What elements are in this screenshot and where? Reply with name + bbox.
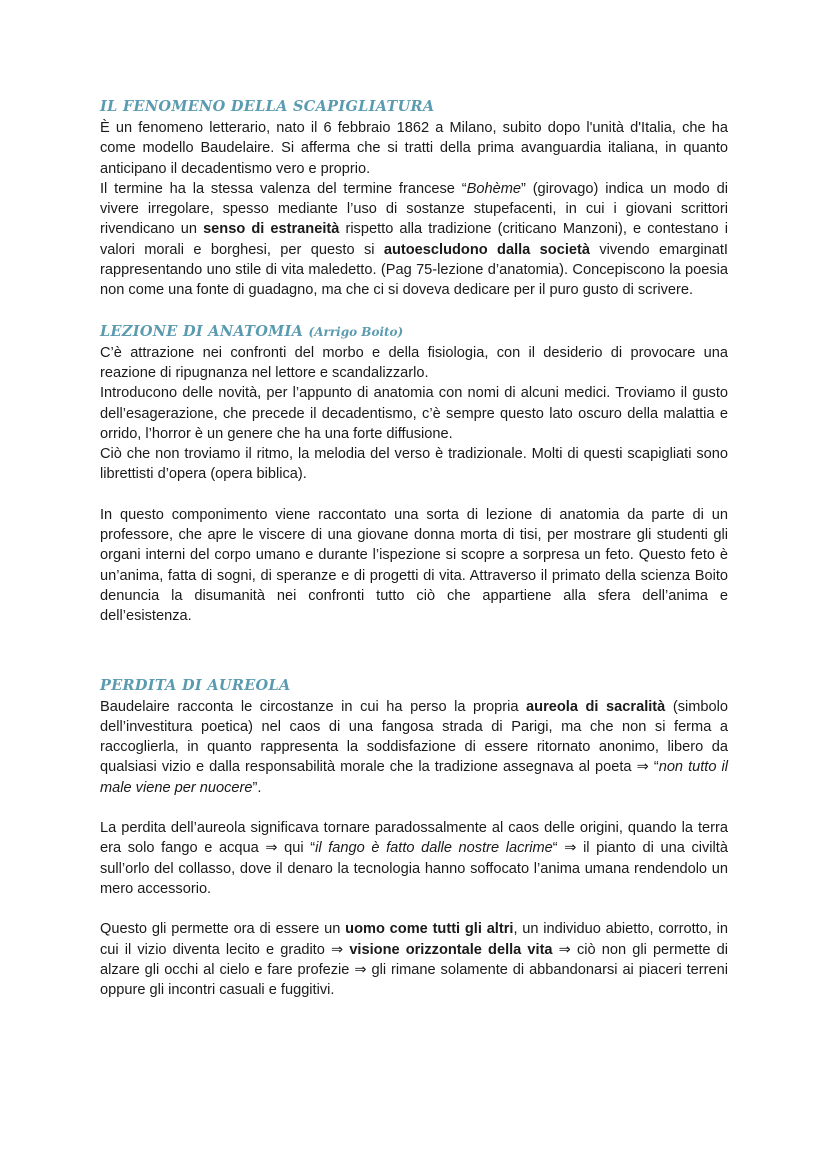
paragraph: È un fenomeno letterario, nato il 6 febbraio 1862 a Milano, subito dopo l'unità d'Italia, che ha come modello Baudelaire. Si afferma che si tratti della prima avanguardia italiana, in quanto anticipano il decadentismo vero e proprio. (100, 120, 728, 177)
emphasis-text: non tutto il male viene per nuocere (100, 759, 728, 796)
bold-text: visione orizzontale della vita (349, 941, 553, 958)
section-title-perdita-aureola: PERDITA DI AUREOLA (100, 676, 291, 694)
emphasis-text: Bohème (466, 180, 521, 197)
section-title-lezione-anatomia: LEZIONE DI ANATOMIA (Arrigo Boito) (100, 322, 404, 340)
emphasis-text: il fango è fatto dalle nostre lacrime (315, 840, 553, 857)
bold-text: uomo come tutti gli altri (345, 921, 514, 938)
section-subtitle: (Arrigo Boito) (308, 324, 404, 339)
bold-text: autoescludono dalla società (383, 241, 590, 258)
paragraph: Ciò che non troviamo il ritmo, la melodia del verso è tradizionale. Molti di questi scapigliati sono librettisti d’opera (opera biblica). (100, 446, 728, 483)
paragraph: Baudelaire racconta le circostanze in cui ha perso la propria aureola di sacralità (simbolo dell’investitura poetica) nel caos di una fangosa strada di Parigi, ma che non si ferma a raccoglierla, in quanto rappresenta la soddisfazione di essere ritornato anonimo, libero da qualsiasi vizio e dalla responsabilità morale che la tradizione assegnava al poeta ⇒ “non tutto il male viene per nuocere”. (100, 698, 728, 796)
paragraph: Introducono delle novità, per l’appunto di anatomia con nomi di alcuni medici. Troviamo il gusto dell’esagerazione, che precede il decadentismo, c’è sempre questo lato oscuro della malattia e orrido, l’horror è un genere che ha una forte diffusione. (100, 385, 728, 442)
paragraph: Questo gli permette ora di essere un uomo come tutti gli altri, un individuo abietto, corrotto, in cui il vizio diventa lecito e gradito ⇒ visione orizzontale della vita ⇒ ciò non gli permette di alzare gli occhi al cielo e fare profezie ⇒ gli rimane solamente di abbandonarsi ai piaceri terreni oppure gli incontri casuali e fuggitivi. (100, 921, 728, 999)
section-title-scapigliatura: IL FENOMENO DELLA SCAPIGLIATURA (100, 98, 435, 115)
paragraph: La perdita dell’aureola significava tornare paradossalmente al caos delle origini, quando la terra era solo fango e acqua ⇒ qui “il fango è fatto dalle nostre lacrime“ ⇒ il pianto di una civiltà sull’orlo del collasso, dove il denaro la tecnologia hanno soffocato l’anima umana rendendolo un mero accessorio. (100, 820, 728, 897)
document-page (100, 96, 728, 1000)
bold-text: senso di estraneità (203, 221, 340, 238)
paragraph: Il termine ha la stessa valenza del termine francese “Bohème” (girovago) indica un modo di vivere irregolare, spesso mediante l’uso di sostanze stupefacenti, in cui i giovani scrittori rivendicano un senso di estraneità rispetto alla tradizione (criticano Manzoni), e contestano i valori morali e borghesi, per questo si autoescludono dalla società vivendo emarginatI rappresentando uno stile di vita maledetto. (Pag 75-lezione d’anatomia). Concepiscono la poesia non come una fonte di guadagno, ma che ci si doveva dedicare per il puro gusto di scrivere. (100, 180, 729, 299)
bold-text: aureola di sacralità (526, 698, 666, 715)
paragraph: In questo componimento viene raccontato una sorta di lezione di anatomia da parte di un professore, che apre le viscere di una giovane donna morta di tisi, per mostrare gli studenti gli organi interni del corpo umano e durante l’ispezione si scopre a sorpresa un feto. Questo feto è un’anima, fatta di sogni, di speranze e di progetti di vita. Attraverso il primato della scienza Boito denuncia la disumanità nei confronti tutto ciò che appartiene alla sfera dell’anima e dell’esistenza. (100, 506, 728, 625)
paragraph: C’è attrazione nei confronti del morbo e della fisiologia, con il desiderio di provocare una reazione di ripugnanza nel lettore e scandalizzarlo. (100, 344, 728, 381)
